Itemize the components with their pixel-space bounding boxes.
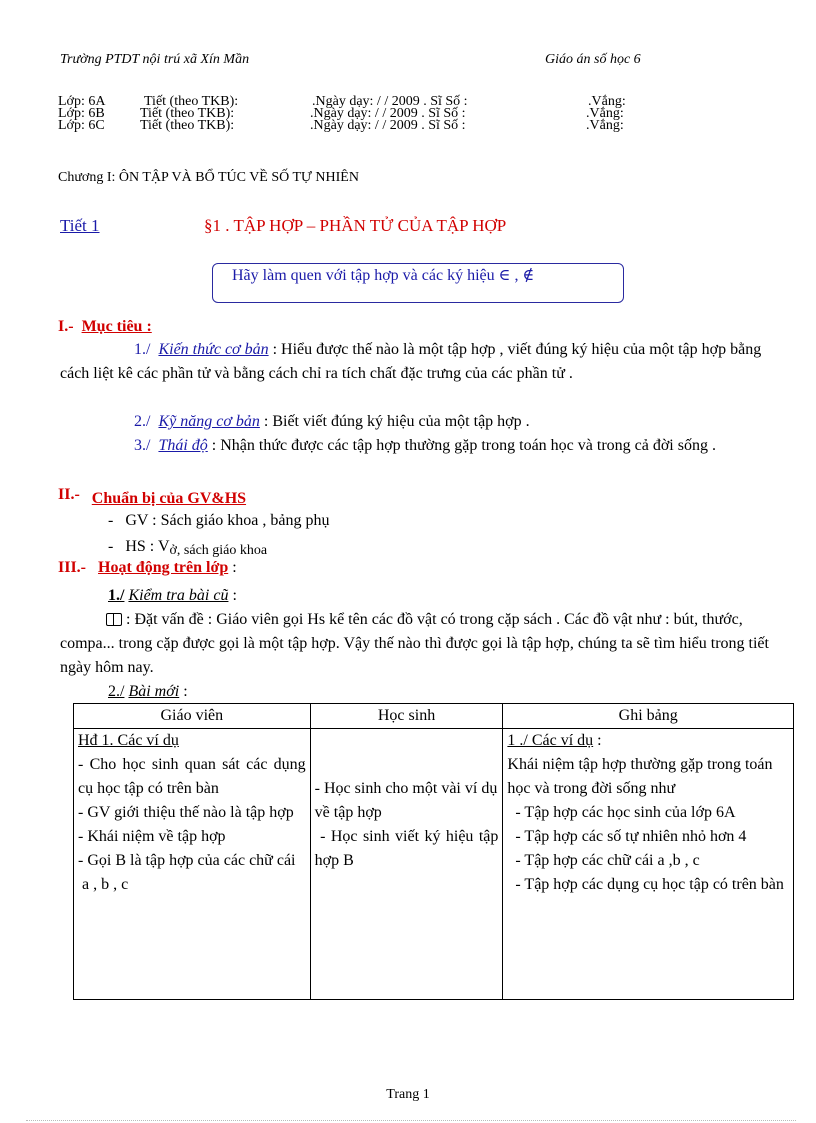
class-row: Lớp: 6C Tiết (theo TKB): .Ngày dạy: / / 2009 . Sĩ Số : .Vắng:: [58, 118, 624, 133]
teacher-line: - Gọi B là tập hợp của các chữ cái: [78, 852, 296, 869]
kiemtra-line: 1./ Kiểm tra bài cũ :: [108, 587, 237, 604]
table-header-row: [74, 704, 794, 729]
footer-divider: [26, 1120, 796, 1121]
col-header-board: Ghi bảng: [503, 704, 794, 729]
prep-hs: - HS : Vở, sách giáo khoa: [108, 538, 268, 558]
teacher-cell: [74, 729, 311, 1000]
section1-heading: I.- Mục tiêu :: [58, 318, 152, 335]
objective-skill: 2./ Kỹ năng cơ bản : Biết viết đúng ký hiệu của một tập hợp .: [134, 413, 530, 430]
student-cell: [310, 729, 503, 1000]
baimoi-line: 2./ Bài mới :: [108, 683, 188, 700]
section2-heading: II.- Chuẩn bị của GV&HS: [58, 486, 247, 507]
board-line: - Tập hợp các dụng cụ học tập có trên bàn: [515, 876, 784, 893]
board-title: 1 ./ Các ví dụ :: [507, 732, 602, 749]
teacher-line: - Cho học sinh quan sát các dụng cụ học tập có trên bàn: [78, 756, 306, 797]
teacher-activity-title: Hđ 1. Các ví dụ: [78, 732, 179, 749]
section3-heading: III.- Hoạt động trên lớp :: [58, 559, 237, 576]
table-row: [74, 729, 794, 1000]
prep-gv: - GV : Sách giáo khoa , bảng phụ: [108, 512, 330, 529]
class-row: Lớp: 6B Tiết (theo TKB): .Ngày dạy: / / 2009 . Sĩ Số : .Vắng:: [58, 106, 624, 121]
teacher-line: - GV giới thiệu thế nào là tập hợp: [78, 804, 294, 821]
intro-text: Hãy làm quen với tập hợp và các ký hiệu ∈ , ∉: [232, 267, 535, 284]
board-line: - Tập hợp các số tự nhiên nhỏ hơn 4: [515, 828, 747, 845]
board-line: - Tập hợp các học sinh của lớp 6A: [515, 804, 736, 821]
student-line: - Học sinh cho một vài ví dụ về tập hợp: [314, 780, 498, 821]
lesson-title: §1 . TẬP HỢP – PHẦN TỬ CỦA TẬP HỢP: [204, 216, 507, 235]
teacher-line: a , b , c: [78, 876, 129, 893]
teacher-line: - Khái niệm về tập hợp: [78, 828, 226, 845]
objective-attitude: 3./ Thái độ : Nhận thức được các tập hợp thường gặp trong toán học và trong cả đời sống .: [134, 437, 716, 454]
student-line: - Học sinh viết ký hiệu tập hợp B: [314, 828, 503, 869]
board-cell: [503, 729, 794, 1000]
dat-van-de: : Đặt vấn đề : Giáo viên gọi Hs kể tên các đồ vật có trong cặp sách . Các đồ vật như : bút, thước, compa... trong cặp được gọi là một tập hợp. Vậy thế nào thì được gọi là tập hợp, chúng ta sẽ tìm hiểu trong tiết ngày hôm nay.: [60, 611, 769, 676]
lesson-code: Tiết 1: [60, 216, 100, 235]
chapter-title: Chương I: ÔN TẬP VÀ BỔ TÚC VỀ SỐ TỰ NHIÊN: [58, 170, 359, 185]
objective-knowledge: 1./ Kiến thức cơ bản : Hiểu được thế nào là một tập hợp , viết đúng ký hiệu của một tập hợp bằng cách liệt kê các phần tử và bằng cách chỉ ra tích chất đặc trưng của các phần tử .: [60, 341, 762, 382]
class-row: Lớp: 6A Tiết (theo TKB): .Ngày dạy: / / 2009 . Sĩ Số : .Vắng:: [58, 94, 626, 109]
lesson-table: [73, 703, 794, 1000]
board-intro: Khái niệm tập hợp thường gặp trong toán học và trong đời sống như: [507, 756, 773, 797]
book-icon: [106, 613, 122, 626]
header-school: Trường PTDT nội trú xã Xín Mần: [60, 52, 250, 67]
board-line: - Tập hợp các chữ cái a ,b , c: [515, 852, 700, 869]
col-header-teacher: Giáo viên: [74, 704, 311, 729]
page-number: Trang 1: [386, 1087, 430, 1102]
header-plan: Giáo án số học 6: [545, 52, 641, 67]
col-header-student: Học sinh: [310, 704, 503, 729]
class-list: [58, 96, 626, 132]
